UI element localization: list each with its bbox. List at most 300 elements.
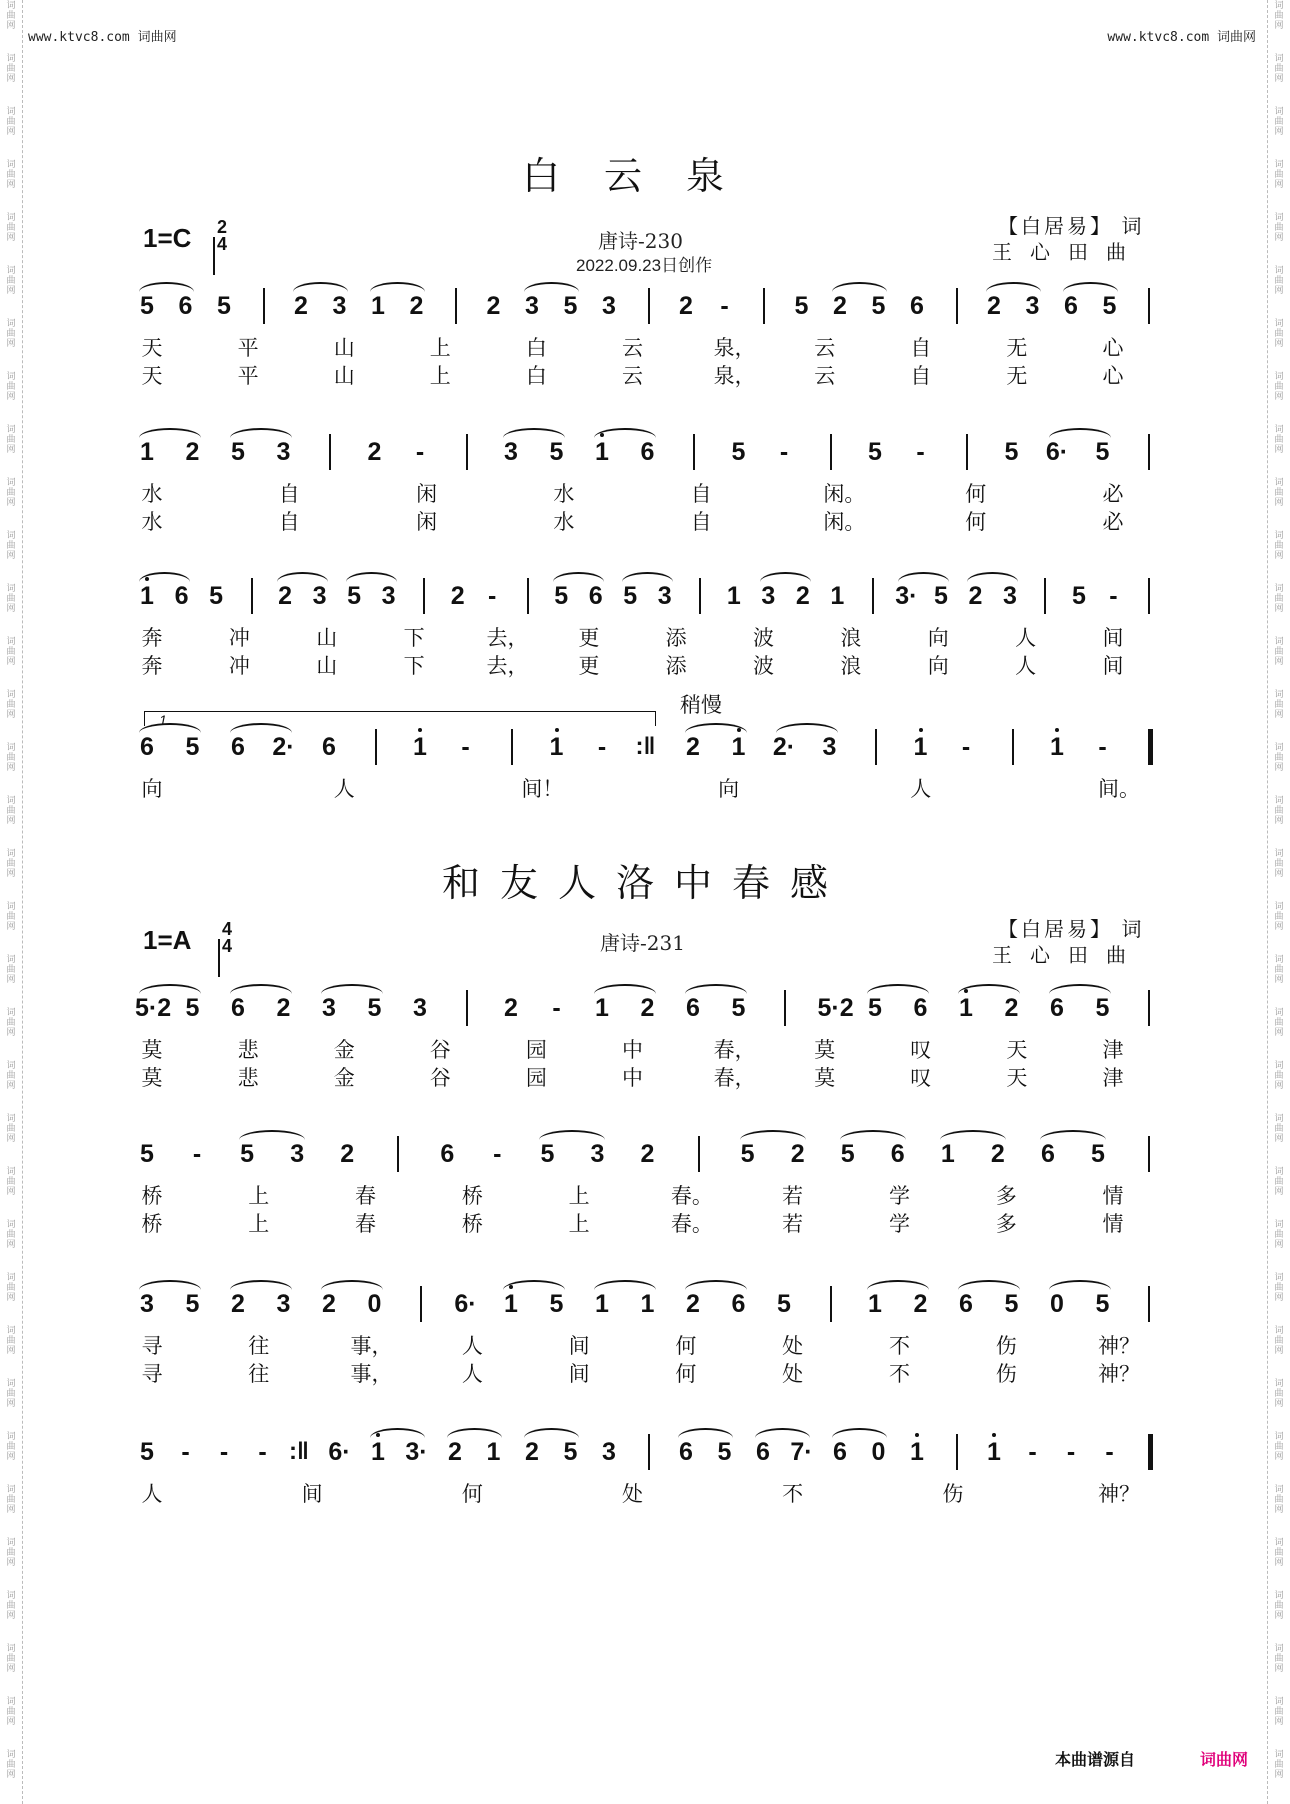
side-watermark-char: 词: [1274, 424, 1284, 434]
note: 1: [595, 1290, 609, 1318]
lyric-char: 上: [568, 1185, 590, 1208]
note: 3: [602, 292, 616, 320]
side-watermark-char: 曲: [1274, 1547, 1284, 1557]
slur: [524, 282, 579, 292]
side-watermark-char: 曲: [1274, 1282, 1284, 1292]
side-watermark-char: 曲: [6, 1070, 16, 1080]
side-watermark-char: 曲: [1274, 1335, 1284, 1345]
note: 3: [657, 582, 672, 610]
side-watermark-char: 词: [6, 1325, 16, 1335]
side-watermark-char: 曲: [1274, 911, 1284, 921]
slur: [370, 282, 425, 292]
lyric-char: 人: [1015, 627, 1037, 650]
note: 2·: [772, 733, 796, 761]
lyric-char: 处: [622, 1483, 643, 1506]
side-watermark-char: 网: [1274, 1027, 1284, 1037]
side-watermark-char: 网: [6, 709, 16, 719]
note: 5: [1095, 994, 1110, 1022]
note: 1: [726, 582, 741, 610]
note: 3: [381, 582, 396, 610]
lyric-char: 伤: [995, 1363, 1017, 1386]
slur: [1063, 282, 1118, 292]
note: 3: [276, 1290, 291, 1318]
note: -: [597, 733, 607, 761]
side-watermark-char: 曲: [6, 63, 16, 73]
note: 0: [871, 1438, 886, 1466]
note: -: [720, 292, 729, 320]
lyric-char: 何: [461, 1483, 483, 1506]
side-watermark-char: 词: [1274, 1166, 1284, 1176]
note: 6: [890, 1140, 905, 1168]
side-watermark-char: 曲: [6, 1123, 16, 1133]
barline: [763, 288, 765, 324]
side-watermark-char: 词: [1274, 371, 1284, 381]
lyric-char: 谷: [429, 1039, 451, 1062]
lyric-char: 更: [578, 655, 600, 678]
side-watermark-char: 曲: [6, 169, 16, 179]
side-watermark-char: 曲: [6, 434, 16, 444]
barline: [527, 578, 529, 614]
lyric-char: 天: [1006, 1067, 1028, 1090]
lyric-char: 何: [675, 1363, 697, 1386]
lyric-char: 自: [910, 365, 932, 388]
side-watermark-char: 词: [6, 1113, 16, 1123]
lyric-char: 不: [888, 1335, 910, 1358]
note: 2: [686, 1290, 700, 1318]
lyric-char: 神？: [1098, 1483, 1140, 1506]
note: -: [192, 1140, 202, 1168]
note: 3: [761, 582, 776, 610]
slur: [958, 1280, 1020, 1290]
slur: [594, 984, 656, 994]
side-watermark-char: 网: [6, 1133, 16, 1143]
side-watermark-char: 网: [6, 1716, 16, 1726]
side-watermark-char: 词: [6, 1643, 16, 1653]
lyric-char: 闲: [416, 511, 438, 534]
note: 5: [240, 1140, 255, 1168]
side-watermark-char: 词: [1274, 106, 1284, 116]
side-watermark-char: 网: [1274, 1769, 1284, 1779]
note: 5: [140, 1140, 154, 1168]
side-watermark-char: 词: [1274, 1378, 1284, 1388]
side-watermark-char: 网: [6, 656, 16, 666]
slur: [1049, 428, 1111, 438]
lyric-char: 间: [1102, 627, 1124, 650]
side-watermark-char: 词: [6, 1378, 16, 1388]
lyric-char: 奔: [141, 655, 163, 678]
lyric-char: 往: [248, 1363, 270, 1386]
barline: [455, 288, 457, 324]
side-watermark-char: 词: [1274, 1537, 1284, 1547]
side-watermark-char: 网: [6, 1080, 16, 1090]
side-watermark-char: 网: [6, 497, 16, 507]
barline: [699, 578, 701, 614]
song1-key: 1=C: [143, 223, 192, 253]
lyric-char: 不: [782, 1483, 804, 1506]
note: 1: [954, 994, 978, 1023]
note: 5: [731, 438, 746, 466]
side-watermark-char: 网: [6, 603, 16, 613]
note: 2: [367, 438, 382, 466]
side-watermark-char: 曲: [6, 1759, 16, 1769]
lyric-char: 金: [333, 1067, 355, 1090]
note: 1: [905, 1438, 929, 1467]
lyric-char: 春。: [670, 1213, 713, 1236]
barline: [693, 434, 695, 470]
note: 3: [276, 438, 291, 466]
lyric-char: 人: [910, 778, 932, 801]
note: 5: [868, 994, 882, 1022]
note: 2: [990, 1140, 1005, 1168]
side-watermark-char: 词: [6, 265, 16, 275]
lyric-char: 叹: [910, 1039, 932, 1062]
side-watermark-char: 网: [1274, 20, 1284, 30]
side-watermark-char: 曲: [1274, 646, 1284, 656]
note: 5: [554, 582, 569, 610]
side-watermark-char: 网: [6, 1610, 16, 1620]
note: 5: [563, 292, 578, 320]
side-watermark-char: 词: [1274, 583, 1284, 593]
note: 5: [1095, 438, 1110, 466]
note: 5: [563, 1438, 578, 1466]
barline: [511, 729, 513, 765]
note: 1: [830, 582, 845, 610]
side-watermark-char: 词: [6, 848, 16, 858]
final-barline: [1148, 729, 1153, 765]
lyric-char: 上: [429, 337, 451, 360]
side-watermark-char: 曲: [1274, 805, 1284, 815]
side-watermark-char: 网: [6, 1186, 16, 1196]
side-watermark-char: 网: [1274, 709, 1284, 719]
side-watermark-char: 词: [6, 53, 16, 63]
song1-meter: [213, 219, 231, 253]
song1-lyricist: 【白居易】 词: [998, 216, 1145, 238]
volta-label: 1.: [159, 712, 171, 728]
side-watermark-char: 曲: [1274, 1229, 1284, 1239]
note: 6: [1064, 292, 1078, 320]
side-watermark-char: 网: [1274, 1663, 1284, 1673]
note: 6: [140, 733, 154, 761]
lyric-char: 津: [1102, 1039, 1124, 1062]
lyric-char: 桥: [141, 1185, 163, 1208]
lyric-char: 悲: [237, 1067, 259, 1090]
side-watermark-char: 曲: [6, 275, 16, 285]
side-watermark-char: 词: [1274, 1431, 1284, 1441]
note: 6: [910, 292, 924, 320]
side-watermark-char: 网: [1274, 1080, 1284, 1090]
slur: [230, 984, 292, 994]
note: 3: [312, 582, 327, 610]
slur: [760, 572, 811, 582]
side-watermark-char: 网: [1274, 444, 1284, 454]
slur: [832, 1428, 887, 1438]
lyric-char: 上: [248, 1213, 270, 1236]
slur: [503, 428, 565, 438]
side-watermark-char: 网: [6, 1451, 16, 1461]
lyric-char: 去，: [486, 627, 529, 650]
lyric-char: 山: [333, 365, 355, 388]
lyric-char: 中: [622, 1067, 643, 1090]
side-watermark-char: 网: [6, 1345, 16, 1355]
lyric-char: 自: [278, 483, 300, 506]
side-watermark-char: 词: [1274, 848, 1284, 858]
note: 3: [590, 1140, 605, 1168]
barline: [830, 434, 832, 470]
side-watermark-char: 网: [1274, 1345, 1284, 1355]
lyric-char: 往: [248, 1335, 270, 1358]
lyric-char: 寻: [141, 1335, 163, 1358]
side-watermark-char: 词: [6, 1431, 16, 1441]
barline: [251, 578, 253, 614]
lyric-char: 悲: [237, 1039, 259, 1062]
side-watermark-char: 网: [1274, 656, 1284, 666]
side-watermark-char: 词: [1274, 954, 1284, 964]
note: 1: [486, 1438, 501, 1466]
lyric-char: 添: [665, 627, 687, 650]
note: 2·: [272, 733, 295, 761]
side-watermark-char: 曲: [6, 964, 16, 974]
note: 1: [868, 1290, 882, 1318]
side-watermark-char: 曲: [6, 646, 16, 656]
side-watermark-char: 曲: [6, 222, 16, 232]
note: 5: [1004, 1290, 1019, 1318]
barline: [1148, 288, 1150, 324]
side-watermark-char: 词: [1274, 1272, 1284, 1282]
side-watermark-char: 网: [6, 20, 16, 30]
song2-lyricist: 【白居易】 词: [998, 919, 1145, 941]
note: 5: [209, 582, 223, 610]
slur: [346, 572, 397, 582]
lyric-char: 无: [1006, 337, 1028, 360]
barline: [1148, 1286, 1150, 1322]
lyric-char: 不: [888, 1363, 910, 1386]
note: 5: [868, 438, 882, 466]
side-watermark-char: 曲: [6, 1335, 16, 1345]
barline: [698, 1136, 700, 1172]
side-watermark-char: 网: [6, 762, 16, 772]
side-watermark-char: 网: [6, 974, 16, 984]
note: 1: [595, 994, 609, 1022]
lyric-char: 平: [237, 365, 259, 388]
note: 6: [833, 1438, 847, 1466]
lyric-char: 波: [753, 655, 775, 678]
barline: [397, 1136, 399, 1172]
side-watermark-char: 词: [1274, 1484, 1284, 1494]
site-url-right[interactable]: www.ktvc8.com 词曲网: [1107, 30, 1256, 45]
note: 5: [1095, 1290, 1110, 1318]
note: 2: [987, 292, 1001, 320]
lyric-char: 上: [568, 1213, 590, 1236]
slur: [622, 572, 673, 582]
lyric-char: 更: [578, 627, 600, 650]
lyric-char: 必: [1102, 511, 1124, 534]
side-watermark-char: 词: [1274, 1007, 1284, 1017]
side-watermark-char: 曲: [1274, 434, 1284, 444]
side-watermark-char: 词: [6, 583, 16, 593]
lyric-char: 水: [553, 483, 575, 506]
lyric-char: 闲: [416, 483, 438, 506]
slur: [958, 984, 1020, 994]
side-watermark-char: 曲: [1274, 752, 1284, 762]
side-watermark-char: 网: [1274, 391, 1284, 401]
lyric-char: 间: [301, 1483, 323, 1506]
slur: [139, 282, 194, 292]
side-watermark-char: 曲: [1274, 1017, 1284, 1027]
note: 5·2: [135, 994, 172, 1022]
lyric-char: 园: [525, 1039, 547, 1062]
note: 5: [933, 582, 948, 610]
lyric-char: 间。: [1098, 778, 1140, 801]
lyric-char: 神？: [1098, 1335, 1140, 1358]
side-watermark-char: 曲: [6, 540, 16, 550]
note: 6: [756, 1438, 770, 1466]
note: 1: [371, 292, 385, 320]
lyric-char: 伤: [995, 1335, 1017, 1358]
note: -: [461, 733, 470, 761]
side-watermark-char: 曲: [6, 699, 16, 709]
side-watermark-char: 网: [6, 1239, 16, 1249]
side-watermark-char: 曲: [6, 911, 16, 921]
side-watermark-char: 网: [6, 1027, 16, 1037]
note: 5: [840, 1140, 855, 1168]
lyric-char: 心: [1102, 365, 1124, 388]
note: 5: [231, 438, 245, 466]
meter-top: 4: [221, 919, 232, 939]
lyric-char: 云: [622, 365, 643, 388]
note: 6: [588, 582, 603, 610]
note: 5: [777, 1290, 791, 1318]
side-watermark-char: 网: [1274, 1716, 1284, 1726]
side-watermark-char: 曲: [6, 328, 16, 338]
song2-title: 和友人洛中春感: [441, 863, 848, 905]
side-watermark-char: 曲: [6, 1653, 16, 1663]
side-watermark-char: 曲: [6, 1706, 16, 1716]
barline: [1148, 434, 1150, 470]
lyric-char: 水: [553, 511, 575, 534]
slur: [685, 1280, 747, 1290]
barline: [648, 1434, 650, 1470]
lyric-char: 春。: [670, 1185, 713, 1208]
note: 3: [504, 438, 518, 466]
slur: [539, 1130, 605, 1140]
song1-composer: 王心田曲: [992, 242, 1144, 264]
lyric-char: 神？: [1098, 1363, 1140, 1386]
lyric-char: 向: [718, 778, 740, 801]
side-watermark-char: 曲: [6, 1176, 16, 1186]
side-watermark-char: 曲: [6, 1282, 16, 1292]
lyric-char: 何: [965, 483, 987, 506]
side-watermark-char: 网: [1274, 1557, 1284, 1567]
note: 3: [413, 994, 427, 1022]
footer-source-site[interactable]: 词曲网: [1200, 1752, 1249, 1769]
lyric-char: 冲: [228, 655, 250, 678]
note: 5: [1072, 582, 1086, 610]
note: -: [552, 994, 561, 1022]
note: -: [488, 582, 497, 610]
song1-subtitle: 唐诗-230: [598, 229, 683, 253]
slur: [524, 1428, 579, 1438]
lyric-char: 山: [316, 627, 338, 650]
side-watermark-char: 词: [6, 159, 16, 169]
lyric-char: 云: [814, 337, 836, 360]
side-watermark-char: 词: [6, 424, 16, 434]
slur: [139, 428, 201, 438]
note: -: [961, 733, 971, 761]
side-watermark-char: 词: [1274, 477, 1284, 487]
lyric-char: 心: [1102, 337, 1124, 360]
note: -: [1098, 733, 1107, 761]
slur: [1049, 984, 1111, 994]
note: 1: [1045, 733, 1069, 762]
side-watermark-char: 曲: [6, 487, 16, 497]
site-url-left[interactable]: www.ktvc8.com 词曲网: [28, 30, 177, 45]
side-watermark-char: 词: [1274, 212, 1284, 222]
side-watermark-char: 曲: [1274, 328, 1284, 338]
slur: [321, 1280, 383, 1290]
side-watermark-char: 网: [1274, 285, 1284, 295]
side-watermark-char: 词: [6, 0, 16, 10]
side-watermark-char: 网: [6, 126, 16, 136]
side-watermark-char: 曲: [6, 1229, 16, 1239]
note: 6: [959, 1290, 973, 1318]
lyric-char: 处: [782, 1335, 804, 1358]
lyric-char: 添: [665, 655, 687, 678]
side-watermark-char: 词: [6, 795, 16, 805]
lyric-char: 泉，: [713, 365, 756, 388]
lyric-char: 春，: [713, 1039, 756, 1062]
side-watermark-char: 网: [6, 1292, 16, 1302]
side-watermark-char: 网: [6, 1557, 16, 1567]
note: 3: [602, 1438, 616, 1466]
side-watermark-char: 曲: [1274, 63, 1284, 73]
lyric-char: 上: [429, 365, 451, 388]
note: 6: [731, 1290, 746, 1318]
lyric-char: 波: [753, 627, 775, 650]
side-watermark-char: 网: [1274, 762, 1284, 772]
note: 5: [740, 1140, 755, 1168]
note: 1: [909, 733, 933, 762]
side-watermark-char: 网: [1274, 73, 1284, 83]
lyric-char: 人: [333, 778, 355, 801]
note: 1: [408, 733, 432, 762]
slur: [832, 282, 887, 292]
note: -: [779, 438, 789, 466]
side-watermark-char: 词: [1274, 1590, 1284, 1600]
lyric-char: 平: [237, 337, 259, 360]
side-watermark-char: 词: [6, 106, 16, 116]
song2-key: 1=A: [143, 925, 192, 955]
side-watermark-char: 曲: [6, 1017, 16, 1027]
note: 3: [1025, 292, 1040, 320]
side-watermark-char: 曲: [6, 1388, 16, 1398]
side-watermark-char: 曲: [1274, 1706, 1284, 1716]
side-watermark-char: 曲: [6, 1441, 16, 1451]
note: 7·: [790, 1438, 813, 1466]
slur: [685, 984, 747, 994]
slur: [685, 723, 747, 733]
side-watermark-char: 网: [1274, 338, 1284, 348]
note: 2: [686, 733, 700, 761]
note: 1: [140, 438, 154, 466]
side-watermark-char: 词: [6, 1696, 16, 1706]
side-watermark-char: 曲: [1274, 1653, 1284, 1663]
slur: [321, 984, 383, 994]
lyric-char: 泉，: [713, 337, 756, 360]
note: 5: [1004, 438, 1019, 466]
side-watermark-char: 曲: [1274, 10, 1284, 20]
lyric-char: 何: [675, 1335, 697, 1358]
note: 0: [1050, 1290, 1064, 1318]
